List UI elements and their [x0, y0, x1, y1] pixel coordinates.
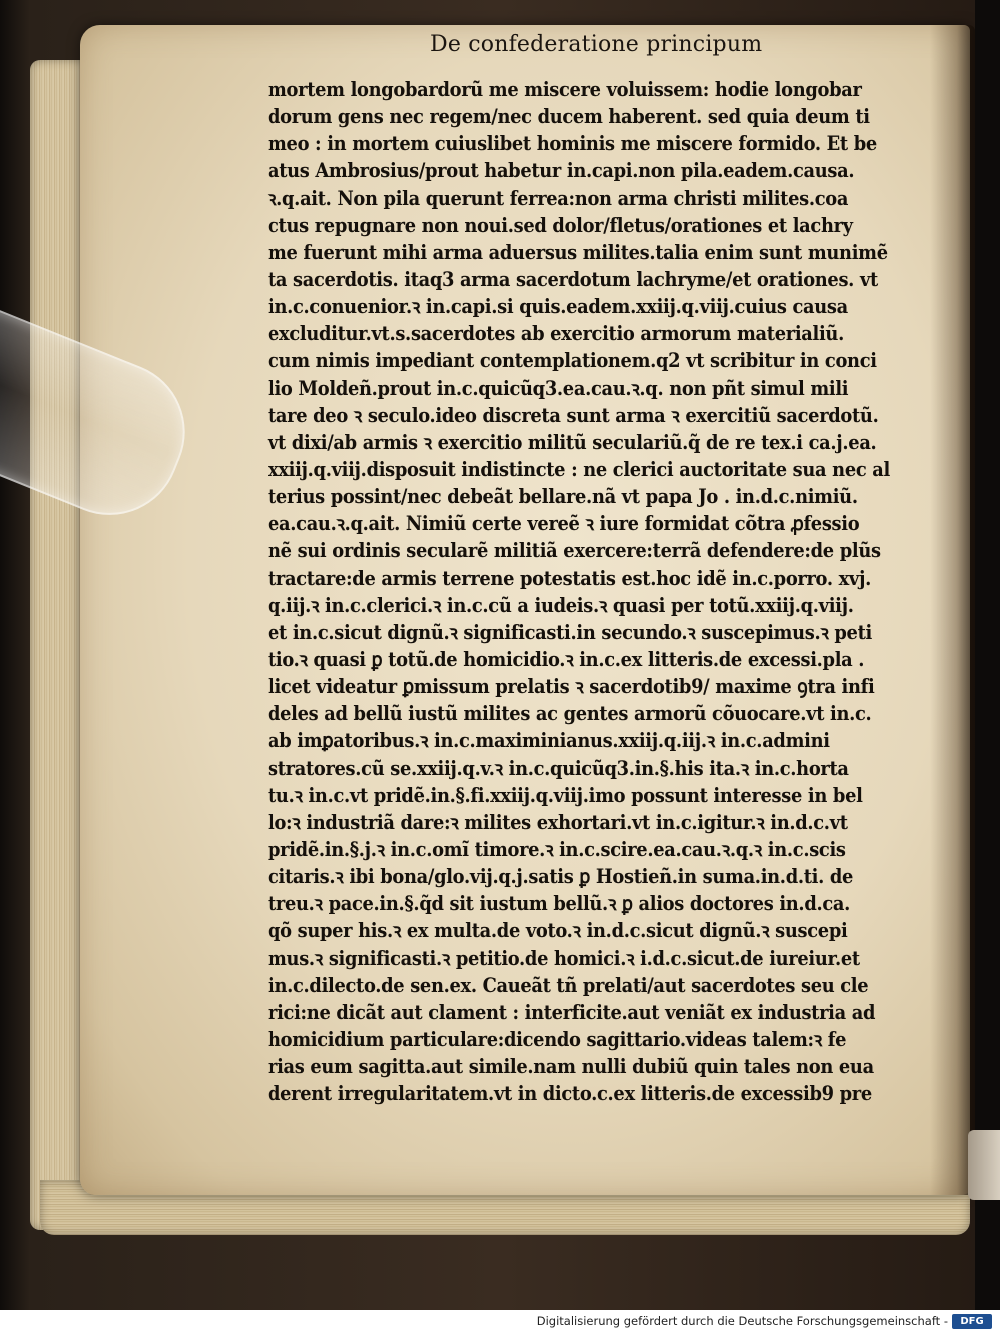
text-line: rias eum sagitta.aut simile.nam nulli dubiũ quin tales non eua	[268, 1055, 874, 1079]
text-line: rici:ne dicãt aut clament : interficite.aut veniãt ex industria ad	[268, 1000, 876, 1024]
text-line: terius possint/nec debeãt bellare.nã vt papa Jo . in.d.c.nimiũ.	[268, 485, 858, 509]
text-line: dorum gens nec regem/nec ducem haberent. sed quia deum ti	[268, 105, 870, 129]
text-line: deles ad bellũ iustũ milites ac gentes armorũ cõuocare.vt in.c.	[268, 702, 872, 726]
text-line: citaris.ꝛ ibi bona/glo.vij.q.j.satis ꝑ Hostieñ.in suma.in.d.ti. de	[268, 865, 854, 889]
text-line: tare deo ꝛ seculo.ideo discreta sunt arma ꝛ exercitiũ sacerdotũ.	[268, 403, 879, 427]
text-line: ab imꝑatoribus.ꝛ in.c.maximinianus.xxiij.q.iij.ꝛ in.c.admini	[268, 729, 830, 753]
text-line: tractare:de armis terrene potestatis est.hoc idẽ in.c.porro. xvj.	[268, 566, 871, 590]
text-line: tio.ꝛ quasi ꝑ totũ.de homicidio.ꝛ in.c.ex litteris.de excessi.pla .	[268, 647, 865, 671]
text-line: lo:ꝛ industriã dare:ꝛ milites exhortari.vt in.c.igitur.ꝛ in.d.c.vt	[268, 810, 848, 834]
text-line: ea.cau.ꝛ.q.ait. Nimiũ certe vereẽ ꝛ iure formidat cõtra ꝓfessio	[268, 512, 860, 536]
text-line: lio Moldeñ.prout in.c.quicũq3.ea.cau.ꝛ.q. non pñt simul mili	[268, 376, 849, 400]
spine-shadow	[930, 25, 975, 1195]
footer-credit: Digitalisierung gefördert durch die Deutsche Forschungsgemeinschaft -	[536, 1314, 948, 1328]
text-line: atus Ambrosius/prout habetur in.capi.non pila.eadem.causa.	[268, 159, 855, 183]
page-fore-edge	[30, 60, 85, 1230]
page-text	[268, 76, 908, 1107]
text-line: qõ super his.ꝛ ex multa.de voto.ꝛ in.d.c.sicut dignũ.ꝛ suscepi	[268, 919, 848, 943]
text-line: nẽ sui ordinis secularẽ militiã exercere:terrã defendere:de plũs	[268, 539, 881, 563]
text-line: ctus repugnare non noui.sed dolor/fletus/orationes et lachry	[268, 213, 853, 237]
text-line: meo : in mortem cuiuslibet hominis me miscere formido. Et be	[268, 132, 877, 156]
right-dark-strip	[975, 0, 1000, 1310]
text-line: derent irregularitatem.vt in dicto.c.ex litteris.de excessib9 pre	[268, 1082, 872, 1106]
text-line: in.c.conuenior.ꝛ in.capi.si quis.eadem.xxiij.q.viij.cuius causa	[268, 295, 848, 319]
text-line: stratores.cũ se.xxiij.q.v.ꝛ in.c.quicũq3.in.§.his ita.ꝛ in.c.horta	[268, 756, 849, 780]
footer-bar	[0, 1310, 1000, 1334]
text-line: ꝛ.q.ait. Non pila querunt ferrea:non arma christi milites.coa	[268, 186, 849, 210]
text-line: in.c.dilecto.de sen.ex. Caueãt tñ prelati/aut sacerdotes seu cle	[268, 973, 869, 997]
text-line: xxiij.q.viij.disposuit indistincte : ne clerici auctoritate sua nec al	[268, 457, 890, 481]
text-line: mus.ꝛ significasti.ꝛ petitio.de homici.ꝛ i.d.c.sicut.de iureiur.et	[268, 946, 860, 970]
dfg-logo: DFG	[952, 1314, 992, 1329]
text-line: me fuerunt mihi arma aduersus milites.talia enim sunt munimẽ	[268, 240, 888, 264]
text-line: q.iij.ꝛ in.c.clerici.ꝛ in.c.cũ a iudeis.ꝛ quasi per totũ.xxiij.q.viij.	[268, 593, 854, 617]
book-clasp	[968, 1130, 1000, 1200]
text-line: pridẽ.in.§.j.ꝛ in.c.omĩ timore.ꝛ in.c.scire.ea.cau.ꝛ.q.ꝛ in.c.scis	[268, 837, 846, 861]
text-line: tu.ꝛ in.c.vt pridẽ.in.§.fi.xxiij.q.viij.imo possunt interesse in bel	[268, 783, 863, 807]
text-line: ta sacerdotis. itaq3 arma sacerdotum lachryme/et orationes. vt	[268, 267, 878, 291]
text-line: homicidium particulare:dicendo sagittario.videas talem:ꝛ fe	[268, 1027, 847, 1051]
text-line: et in.c.sicut dignũ.ꝛ significasti.in secundo.ꝛ suscepimus.ꝛ peti	[268, 620, 872, 644]
text-line: excluditur.vt.s.sacerdotes ab exercitio armorum materialiũ.	[268, 322, 844, 346]
text-line: cum nimis impediant contemplationem.q2 vt scribitur in conci	[268, 349, 877, 373]
text-line: treu.ꝛ pace.in.§.q̃d sit iustum bellũ.ꝛ ꝑ alios doctores in.d.ca.	[268, 892, 851, 916]
text-line: vt dixi/ab armis ꝛ exercitio militũ seculariũ.q̃ de re tex.i ca.j.ea.	[268, 430, 877, 454]
running-header: De confederatione principum	[430, 32, 763, 57]
text-line: mortem longobardorũ me miscere voluissem: hodie longobar	[268, 78, 862, 101]
text-line: licet videatur ꝑmissum prelatis ꝛ sacerdotib9/ maxime ꝯtra infi	[268, 675, 875, 699]
